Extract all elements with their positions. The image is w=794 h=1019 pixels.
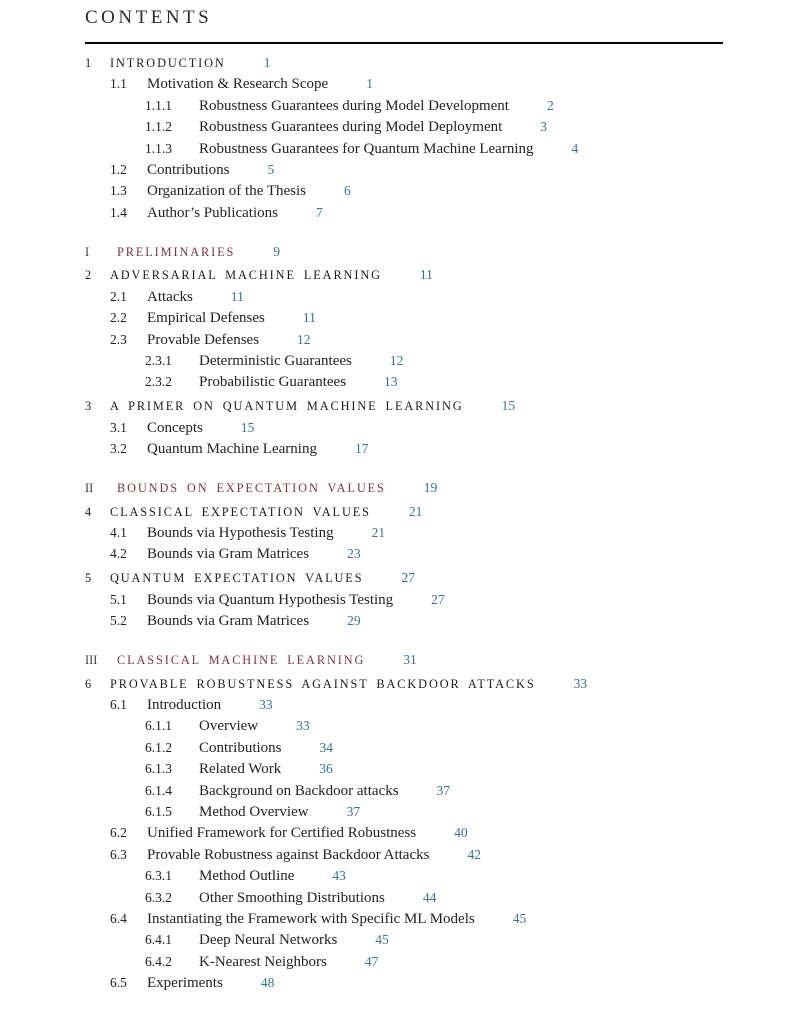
entry-page-link[interactable]: 7 [315, 204, 323, 220]
entry-page-link[interactable]: 23 [347, 546, 361, 562]
entry-page-link[interactable]: 3 [540, 119, 548, 135]
toc-entry-2.3[interactable] [85, 329, 730, 350]
entry-title: Bounds via Gram Matrices [147, 612, 310, 629]
entry-number: 6.4 [110, 910, 127, 926]
toc-entry-6.1.3[interactable] [85, 758, 730, 779]
entry-title: Robustness Guarantees during Model Deployment [199, 119, 503, 136]
entry-page-link[interactable]: 33 [573, 675, 588, 691]
entry-number: 6.5 [110, 975, 127, 991]
entry-title: Related Work [199, 761, 282, 778]
entry-page-link[interactable]: 2 [546, 97, 554, 113]
entry-page-link[interactable]: 4 [571, 140, 579, 156]
toc-entry-5[interactable] [85, 567, 730, 588]
entry-number: 6.1.1 [145, 718, 172, 734]
entry-page-link[interactable]: 11 [302, 310, 316, 326]
toc-entry-I[interactable] [85, 241, 730, 262]
toc-entry-1[interactable] [85, 52, 730, 73]
entry-number: III [85, 652, 98, 667]
toc-entry-III[interactable] [85, 649, 730, 670]
entry-number: 6.3.1 [145, 868, 172, 884]
entry-number: 1.2 [110, 161, 127, 177]
entry-number: 4.1 [110, 524, 127, 540]
entry-number: 5.1 [110, 591, 127, 607]
entry-title: Quantum Machine Learning [147, 440, 317, 457]
entry-page-link[interactable]: 9 [273, 243, 281, 259]
toc-entry-3[interactable] [85, 395, 730, 416]
entry-title: PRELIMINARIES [117, 244, 236, 259]
entry-title: Deep Neural Networks [199, 932, 338, 949]
entry-title: Deterministic Guarantees [199, 352, 352, 369]
entry-page-link[interactable]: 5 [267, 161, 275, 177]
entry-number: 6.1.4 [145, 782, 172, 798]
entry-number: 2.1 [110, 288, 127, 304]
entry-page-link[interactable]: 48 [260, 975, 275, 991]
toc-entry-5.1[interactable] [85, 589, 730, 610]
entry-title: Bounds via Quantum Hypothesis Testing [147, 591, 394, 608]
entry-page-link[interactable]: 37 [436, 782, 451, 798]
entry-title: BOUNDS ON EXPECTATION VALUES [117, 480, 386, 495]
toc-entry-1.1.3[interactable] [85, 138, 730, 159]
entry-title: Contributions [199, 739, 282, 756]
entry-page-link[interactable]: 11 [419, 267, 433, 283]
toc-entry-5.2[interactable] [85, 610, 730, 631]
entry-number: 1.4 [110, 204, 127, 220]
entry-number: 1 [85, 56, 92, 70]
page-title: CONTENTS [85, 7, 213, 28]
entry-page-link[interactable]: 47 [364, 953, 379, 969]
entry-number: 6.4.1 [145, 932, 172, 948]
entry-title: Experiments [147, 975, 223, 992]
entry-number: 1.1.2 [145, 119, 172, 135]
entry-number: 6.1 [110, 697, 127, 712]
entry-number: 1.1.3 [145, 140, 172, 156]
entry-page-link[interactable]: 33 [259, 697, 273, 712]
toc-entry-3.1[interactable] [85, 417, 730, 438]
entry-title: ADVERSARIAL MACHINE LEARNING [110, 268, 382, 283]
entry-page-link[interactable]: 33 [296, 718, 310, 734]
entry-number: 2 [85, 268, 92, 283]
entry-title: Background on Backdoor attacks [199, 782, 399, 799]
entry-page-link[interactable]: 19 [423, 479, 438, 495]
entry-number: 6.3.2 [145, 889, 172, 905]
toc-entry-6.1.4[interactable] [85, 780, 730, 801]
entry-title: Provable Defenses [147, 331, 260, 348]
entry-title: PROVABLE ROBUSTNESS AGAINST BACKDOOR ATTACKS [110, 676, 536, 691]
entry-page-link[interactable]: 44 [422, 889, 437, 905]
entry-title: Instantiating the Framework with Specific ML Models [147, 910, 475, 927]
toc-entry-2[interactable] [85, 264, 730, 285]
toc-entry-1.1[interactable] [85, 73, 730, 94]
entry-page-link[interactable]: 42 [467, 846, 481, 862]
entry-number: 4 [85, 504, 92, 519]
entry-number: 1.1 [110, 76, 127, 92]
entry-title: Probabilistic Guarantees [199, 374, 347, 391]
entry-title: Bounds via Gram Matrices [147, 546, 310, 563]
toc-entry-6.1[interactable] [85, 694, 730, 715]
entry-page-link[interactable]: 43 [332, 868, 346, 884]
entry-title: Other Smoothing Distributions [199, 889, 385, 906]
toc-entry-6.3.2[interactable] [85, 887, 730, 908]
entry-page-link[interactable]: 27 [431, 591, 445, 607]
entry-number: II [85, 480, 94, 495]
entry-page-link[interactable]: 1 [366, 76, 373, 92]
entry-number: 4.2 [110, 546, 127, 562]
entry-page-link[interactable]: 6 [344, 183, 351, 199]
toc-entry-1.1.2[interactable] [85, 116, 730, 137]
toc-entry-2.3.1[interactable] [85, 350, 730, 371]
entry-page-link[interactable]: 21 [371, 524, 386, 540]
entry-page-link[interactable]: 15 [240, 419, 255, 435]
entry-number: 6.1.5 [145, 803, 172, 819]
toc-entry-1.1.1[interactable] [85, 95, 730, 116]
entry-page-link[interactable]: 45 [512, 910, 527, 926]
entry-page-link[interactable]: 37 [346, 803, 361, 819]
entry-title: Introduction [147, 697, 222, 713]
entry-title: Organization of the Thesis [147, 183, 306, 200]
toc-entry-1.3[interactable] [85, 180, 730, 201]
entry-title: Unified Framework for Certified Robustness [147, 825, 417, 842]
toc-entry-6.3[interactable] [85, 844, 730, 865]
entry-title: INTRODUCTION [110, 56, 226, 70]
entry-number: 1.1.1 [145, 97, 172, 113]
entry-page-link[interactable]: 21 [408, 503, 423, 519]
toc-entry-6.1.5[interactable] [85, 801, 730, 822]
entry-page-link[interactable]: 27 [401, 570, 415, 586]
entry-title: A PRIMER ON QUANTUM MACHINE LEARNING [110, 399, 464, 414]
toc-entry-1.2[interactable] [85, 159, 730, 180]
toc-entry-6.1.1[interactable] [85, 715, 730, 736]
entry-title: CLASSICAL EXPECTATION VALUES [110, 504, 371, 519]
entry-number: 6.1.2 [145, 739, 172, 755]
entry-number: 5.2 [110, 612, 127, 628]
toc-entry-1.4[interactable] [85, 202, 730, 223]
entry-page-link[interactable]: 11 [230, 288, 244, 304]
entry-title: CLASSICAL MACHINE LEARNING [117, 652, 366, 667]
entry-page-link[interactable]: 31 [403, 651, 417, 667]
table-of-contents [85, 52, 730, 993]
entry-title: Method Outline [199, 868, 295, 885]
entry-number: 2.2 [110, 310, 127, 326]
toc-entry-6.4.1[interactable] [85, 929, 730, 950]
entry-number: 6.1.3 [145, 761, 172, 777]
entry-title: Robustness Guarantees for Quantum Machine Learning [199, 140, 534, 157]
entry-page-link[interactable]: 29 [347, 612, 361, 628]
entry-number: 1.3 [110, 183, 127, 199]
entry-number: 3.2 [110, 440, 127, 456]
toc-entry-6.4[interactable] [85, 908, 730, 929]
toc-entry-6.1.2[interactable] [85, 737, 730, 758]
entry-title: Provable Robustness against Backdoor Attacks [147, 846, 430, 863]
entry-number: 2.3.1 [145, 352, 172, 368]
entry-number: 6 [85, 676, 92, 691]
entry-title: Empirical Defenses [147, 310, 265, 327]
toc-entry-2.2[interactable] [85, 307, 730, 328]
toc-entry-6.3.1[interactable] [85, 865, 730, 886]
toc-entry-6.5[interactable] [85, 972, 730, 993]
entry-page-link[interactable]: 40 [454, 825, 468, 841]
entry-page-link[interactable]: 12 [389, 352, 404, 368]
entry-title: Bounds via Hypothesis Testing [147, 524, 334, 541]
entry-number: 6.4.2 [145, 953, 172, 969]
entry-title: QUANTUM EXPECTATION VALUES [110, 571, 364, 586]
toc-entry-4.1[interactable] [85, 522, 730, 543]
title-rule [85, 42, 723, 44]
toc-entry-II[interactable] [85, 477, 730, 498]
toc-entry-6[interactable] [85, 673, 730, 694]
entry-title: Overview [199, 718, 259, 735]
toc-entry-4.2[interactable] [85, 543, 730, 564]
entry-number: 6.3 [110, 846, 127, 862]
entry-number: 3 [85, 399, 92, 414]
entry-page-link[interactable]: 1 [263, 55, 271, 70]
entry-page-link[interactable]: 45 [375, 932, 389, 948]
entry-page-link[interactable]: 15 [501, 398, 516, 414]
toc-entry-6.2[interactable] [85, 822, 730, 843]
entry-number: 5 [85, 571, 92, 586]
toc-entry-4[interactable] [85, 501, 730, 522]
entry-number: I [85, 244, 90, 259]
entry-title: Attacks [147, 288, 193, 305]
entry-number: 3.1 [110, 419, 127, 435]
entry-title: Contributions [147, 161, 230, 178]
entry-page-link[interactable]: 36 [319, 761, 333, 777]
entry-page-link[interactable]: 12 [297, 331, 311, 347]
entry-title: K-Nearest Neighbors [199, 953, 327, 970]
toc-entry-6.4.2[interactable] [85, 951, 730, 972]
entry-title: Concepts [147, 419, 203, 436]
entry-page-link[interactable]: 34 [319, 739, 334, 755]
entry-page-link[interactable]: 17 [354, 440, 369, 456]
entry-title: Robustness Guarantees during Model Development [199, 97, 509, 114]
entry-page-link[interactable]: 13 [384, 374, 398, 390]
entry-number: 2.3 [110, 331, 127, 347]
entry-number: 6.2 [110, 825, 127, 841]
entry-title: Method Overview [199, 803, 309, 820]
toc-entry-2.3.2[interactable] [85, 371, 730, 392]
entry-title: Author’s Publications [147, 204, 278, 221]
entry-number: 2.3.2 [145, 374, 172, 390]
entry-title: Motivation & Research Scope [147, 76, 329, 93]
toc-entry-3.2[interactable] [85, 438, 730, 459]
toc-entry-2.1[interactable] [85, 286, 730, 307]
